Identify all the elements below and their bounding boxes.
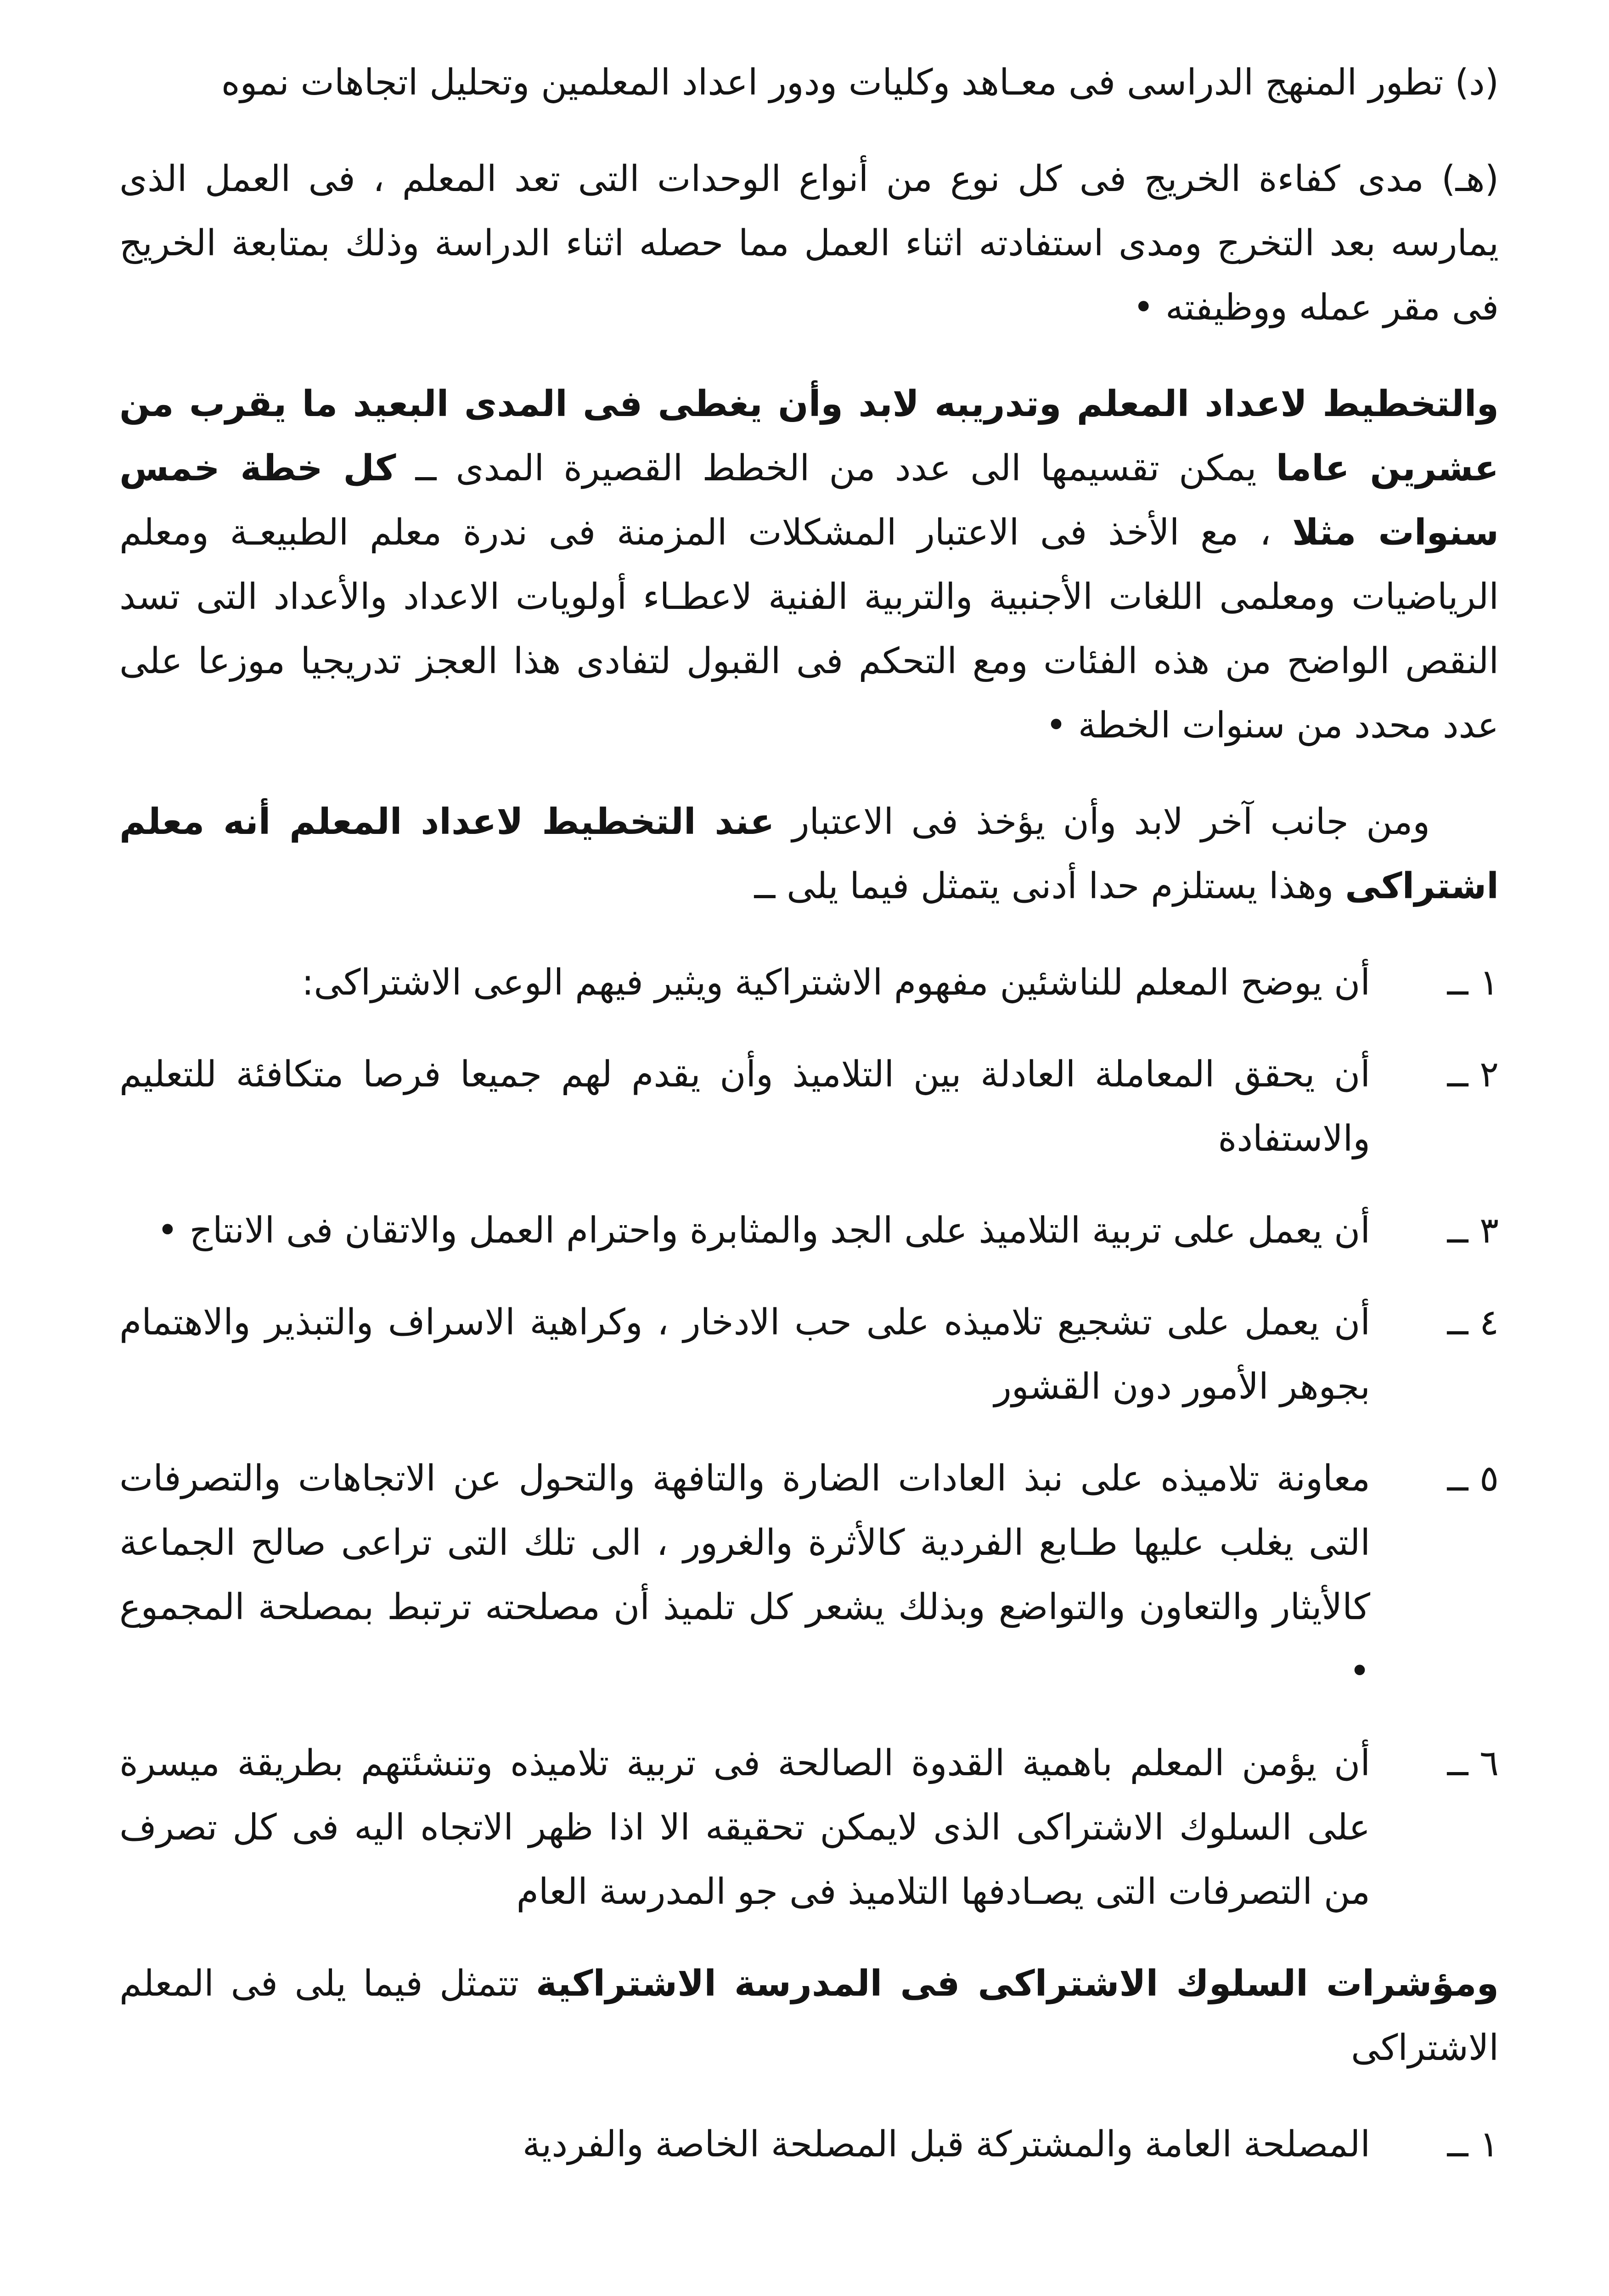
list-item-number: ٤ ــ	[1447, 1302, 1499, 1343]
list-item-number: ٦ ــ	[1447, 1743, 1499, 1784]
paragraph-indicators	[119, 1952, 1499, 2080]
other-side-text-1: ومن جانب آخر لابد وأن يؤخذ فى الاعتبار	[774, 801, 1430, 843]
indicators-text: تتمثل فيما يلى فى المعلم الاشتراكى	[119, 1963, 1499, 2069]
indicators-bold-text: ومؤشرات السلوك الاشتراكى فى المدرسة الاشتراكية	[535, 1963, 1499, 2004]
teacher-requirements-list	[119, 951, 1499, 1924]
socialist-indicators-list	[119, 2112, 1499, 2177]
list-item-text: أن يؤمن المعلم باهمية القدوة الصالحة فى تربية تلاميذه وتنشئتهم بطريقة ميسرة على السلوك الاشتراكى الذى لايمكن تحقيقه الا اذا ظهر الاتجاه اليه فى كل تصرف من التصرفات التى يصـادفها التلاميذ فى جو المدرسة العام	[119, 1743, 1370, 1913]
list-item-text: أن يعمل على تربية التلاميذ على الجد والمثابرة واحترام العمل والاتقان فى الانتاج •	[157, 1210, 1370, 1251]
list-item-text: المصلحة العامة والمشتركة قبل المصلحة الخاصة والفردية	[522, 2124, 1370, 2165]
list-item	[119, 1731, 1499, 1924]
list-item-number: ٢ ــ	[1447, 1054, 1499, 1095]
paragraph-planning	[119, 372, 1499, 758]
list-item-text: معاونة تلاميذه على نبذ العادات الضارة والتافهة والتحول عن الاتجاهات والتصرفات التى يغلب عليها طـابع الفردية كالأثرة والغرور ، الى تلك التى تراعى صالح الجماعة كالأيثار والتعاون والتواضع وبذلك يشعر كل تلميذ أن مصلحته ترتبط بمصلحة المجموع •	[119, 1458, 1370, 1692]
list-item	[119, 2112, 1499, 2177]
list-item	[119, 951, 1499, 1015]
other-side-bold-text: عند التخطيط لاعداد المعلم أنه معلم اشتراكى	[119, 801, 1499, 907]
planning-text-2: ، مع الأخذ فى الاعتبار المشكلات المزمنة فى ندرة معلم الطبيعـة ومعلم الرياضيات ومعلمى اللغات الأجنبية والتربية الفنية لاعطـاء أولويات الاعداد والأعداد التى تسد النقص الواضح من هذه الفئات ومع التحكم فى القبول لتفادى هذا العجز تدريجيا موزعا على عدد محدد من سنوات الخطة •	[119, 512, 1499, 746]
list-item	[119, 1446, 1499, 1704]
list-item-text: أن يوضح المعلم للناشئين مفهوم الاشتراكية ويثير فيهم الوعى الاشتراكى:	[302, 962, 1370, 1003]
planning-bold-text: والتخطيط لاعداد المعلم وتدريبه لابد وأن يغطى فى المدى البعيد ما يقرب من عشرين عاما	[119, 383, 1499, 489]
list-item-text: أن يحقق المعاملة العادلة بين التلاميذ وأن يقدم لهم جميعا فرصا متكافئة للتعليم والاستفادة	[119, 1054, 1370, 1159]
list-item-number: ٣ ــ	[1447, 1210, 1499, 1251]
list-item	[119, 1199, 1499, 1263]
other-side-text-2: وهذا يستلزم حدا أدنى يتمثل فيما يلى ــ	[754, 866, 1345, 907]
planning-bold-text-2: كل خطة خمس سنوات مثلا	[119, 448, 1499, 553]
paragraph-other-side	[119, 790, 1499, 918]
list-item	[119, 1290, 1499, 1419]
planning-text-1: يمكن تقسيمها الى عدد من الخطط القصيرة المدى ــ	[396, 448, 1276, 489]
document-page	[119, 51, 1499, 2296]
list-item	[119, 1042, 1499, 1171]
list-item-number: ١ ــ	[1447, 962, 1499, 1003]
paragraph-d: (د) تطور المنهج الدراسى فى معـاهد وكليات ودور اعداد المعلمين وتحليل اتجاهات نموه	[221, 62, 1499, 103]
paragraph-h: (هـ) مدى كفاءة الخريج فى كل نوع من أنواع الوحدات التى تعد المعلم ، فى العمل الذى يمارسه بعد التخرج ومدى استفادته اثناء العمل مما حصله اثناء الدراسة وذلك بمتابعة الخريج فى مقر عمله ووظيفته •	[119, 158, 1499, 328]
list-item-number: ٥ ــ	[1447, 1458, 1499, 1499]
list-item-number: ١ ــ	[1447, 2124, 1499, 2165]
list-item-text: أن يعمل على تشجيع تلاميذه على حب الادخار ، وكراهية الاسراف والتبذير والاهتمام بجوهر الأمور دون القشور	[119, 1302, 1370, 1407]
